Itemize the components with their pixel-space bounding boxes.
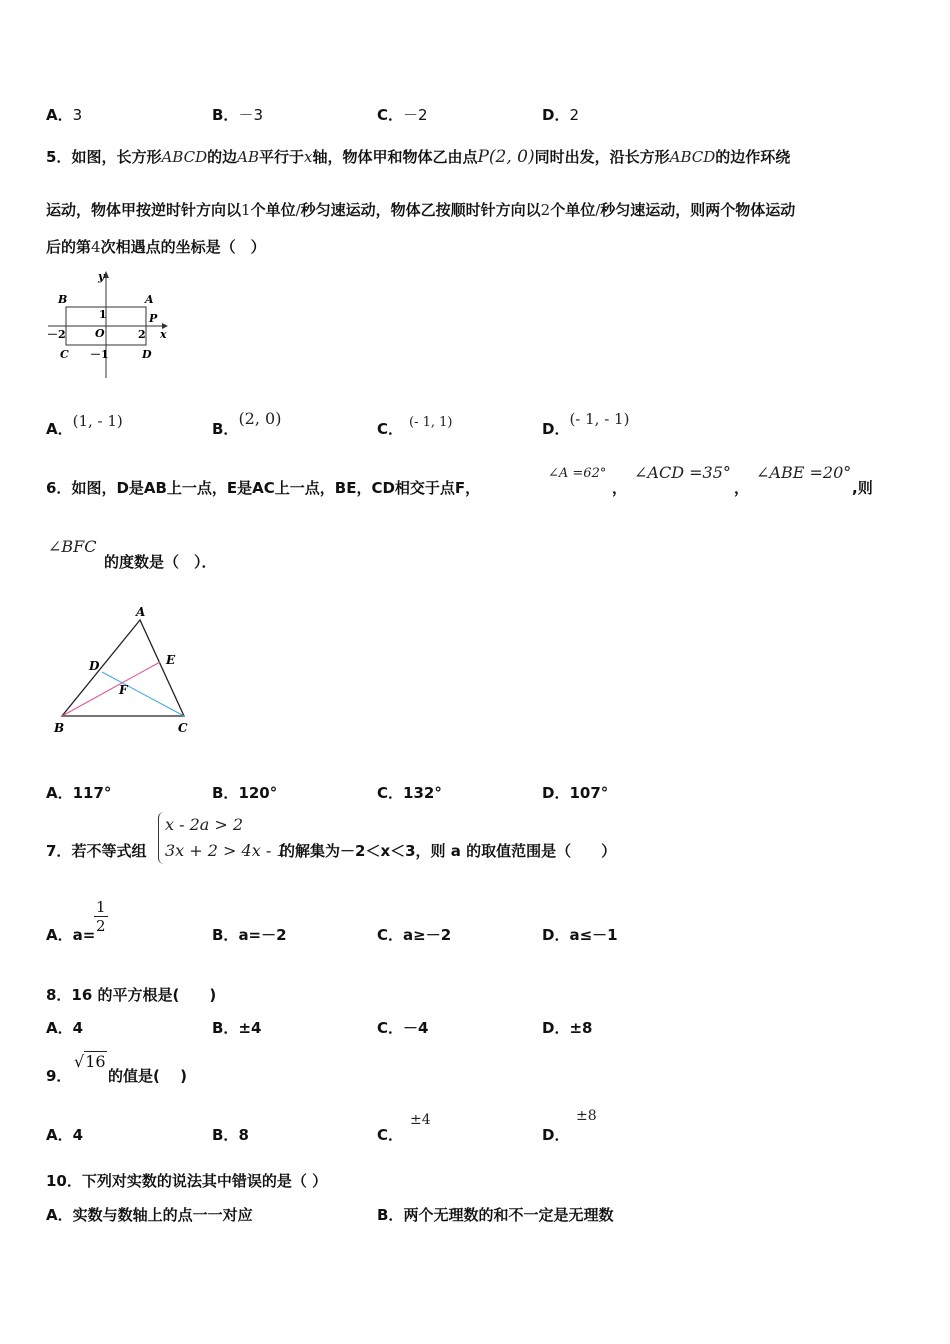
label-a: A — [145, 293, 154, 306]
q7-option-c: C．a≥－2 — [377, 926, 452, 944]
q9-option-c: C． — [377, 1126, 404, 1144]
q5-option-b: B．(2, 0) — [212, 409, 282, 438]
q5-option-a: A．(1, - 1) — [46, 412, 123, 438]
q7-option-d: D．a≤－1 — [542, 926, 618, 944]
q7-option-b: B．a=－2 — [212, 926, 287, 944]
label-d: D — [142, 348, 152, 361]
q8-option-d: D．±8 — [542, 1019, 593, 1037]
q5-coordinate-figure — [44, 266, 174, 382]
q6-option-a: A．117° — [46, 784, 112, 802]
q6-comma-1: ， — [612, 479, 628, 497]
q10-option-a: A．实数与数轴上的点一一对应 — [46, 1206, 253, 1224]
q7-ineq-1: x - 2a > 2 — [165, 815, 244, 834]
q9-option-d-value: ±8 — [576, 1108, 597, 1124]
q9-option-a: A．4 — [46, 1126, 84, 1144]
label-x: x — [160, 328, 167, 341]
label-b: B — [58, 293, 68, 306]
q4-option-c: C．－2 — [377, 106, 428, 124]
q5-line3: 后的第4次相遇点的坐标是（ ） — [46, 238, 266, 256]
q6-triangle-figure — [48, 604, 198, 738]
q7-inequality-system — [158, 812, 287, 864]
q7-prefix: 7．若不等式组 — [46, 842, 147, 860]
label-e: E — [166, 653, 176, 667]
q6-option-c: C．132° — [377, 784, 442, 802]
q9-question: 的值是( ) — [108, 1067, 187, 1085]
q10-question: 10．下列对实数的说法其中错误的是（ ） — [46, 1172, 328, 1190]
q9-option-d: D． — [542, 1126, 570, 1144]
q6-option-b: B．120° — [212, 784, 278, 802]
triangle-abc — [62, 620, 184, 716]
q10-option-b: B．两个无理数的和不一定是无理数 — [377, 1206, 614, 1224]
label-2: 2 — [138, 328, 146, 341]
q8-question: 8．16 的平方根是( ) — [46, 986, 217, 1004]
q6-angle-abe: ∠ABE =20° — [756, 463, 852, 482]
segment-cd — [102, 672, 184, 716]
q6-angle-acd: ∠ACD =35° — [634, 463, 731, 482]
q5-line1: 5．如图，长方形ABCD的边AB平行于x轴，物体甲和物体乙由点P(2, 0)同时出发，沿长方形ABCD的边作环绕 — [46, 147, 791, 167]
q6-line2: 的度数是（ ）． — [104, 553, 217, 571]
label-c: C — [60, 348, 69, 361]
label-o: O — [95, 327, 105, 340]
label-a: A — [136, 605, 146, 619]
label-neg2: －2 — [47, 328, 66, 341]
label-f: F — [119, 683, 128, 697]
q5-option-d: D．(- 1, - 1) — [542, 410, 630, 438]
q8-option-a: A．4 — [46, 1019, 84, 1037]
q9-sqrt: √16 — [74, 1052, 106, 1071]
label-p: P — [149, 312, 158, 325]
q9-number: 9． — [46, 1067, 72, 1085]
q6-comma-2: ， — [734, 479, 750, 497]
q7-option-a: A．a= — [46, 926, 96, 944]
q6-line1: 6．如图，D是AB上一点，E是AC上一点，BE，CD相交于点F， — [46, 479, 481, 497]
q5-option-c: C． (- 1, 1) — [377, 415, 453, 438]
q6-angle-a: ∠A =62° — [548, 466, 607, 481]
q8-option-b: B．±4 — [212, 1019, 262, 1037]
q8-option-c: C．－4 — [377, 1019, 429, 1037]
q4-option-b: B．－3 — [212, 106, 263, 124]
q7-option-a-fraction: $\frac{1}{2}$ — [96, 898, 106, 935]
label-d: D — [89, 659, 100, 673]
q6-angle-bfc: ∠BFC — [48, 537, 97, 556]
q4-option-d: D．2 — [542, 106, 579, 124]
q4-option-a: A．3 — [46, 106, 83, 124]
label-1: 1 — [99, 308, 107, 321]
label-neg1: －1 — [90, 348, 109, 361]
label-c: C — [178, 721, 188, 735]
label-y: y — [98, 270, 105, 283]
q6-option-d: D．107° — [542, 784, 609, 802]
q7-suffix: 的解集为－2＜x＜3，则 a 的取值范围是（ ） — [280, 842, 617, 860]
q7-ineq-2: 3x + 2 > 4x - 1 — [165, 841, 287, 860]
segment-be — [62, 662, 160, 716]
q5-line2: 运动，物体甲按逆时针方向以1个单位/秒匀速运动，物体乙按顺时针方向以2个单位/秒匀速运动，则两个物体运动 — [46, 201, 796, 219]
label-b: B — [54, 721, 65, 735]
q9-option-c-value: ±4 — [410, 1112, 431, 1128]
q6-then: ,则 — [852, 479, 873, 497]
q9-option-b: B．8 — [212, 1126, 249, 1144]
